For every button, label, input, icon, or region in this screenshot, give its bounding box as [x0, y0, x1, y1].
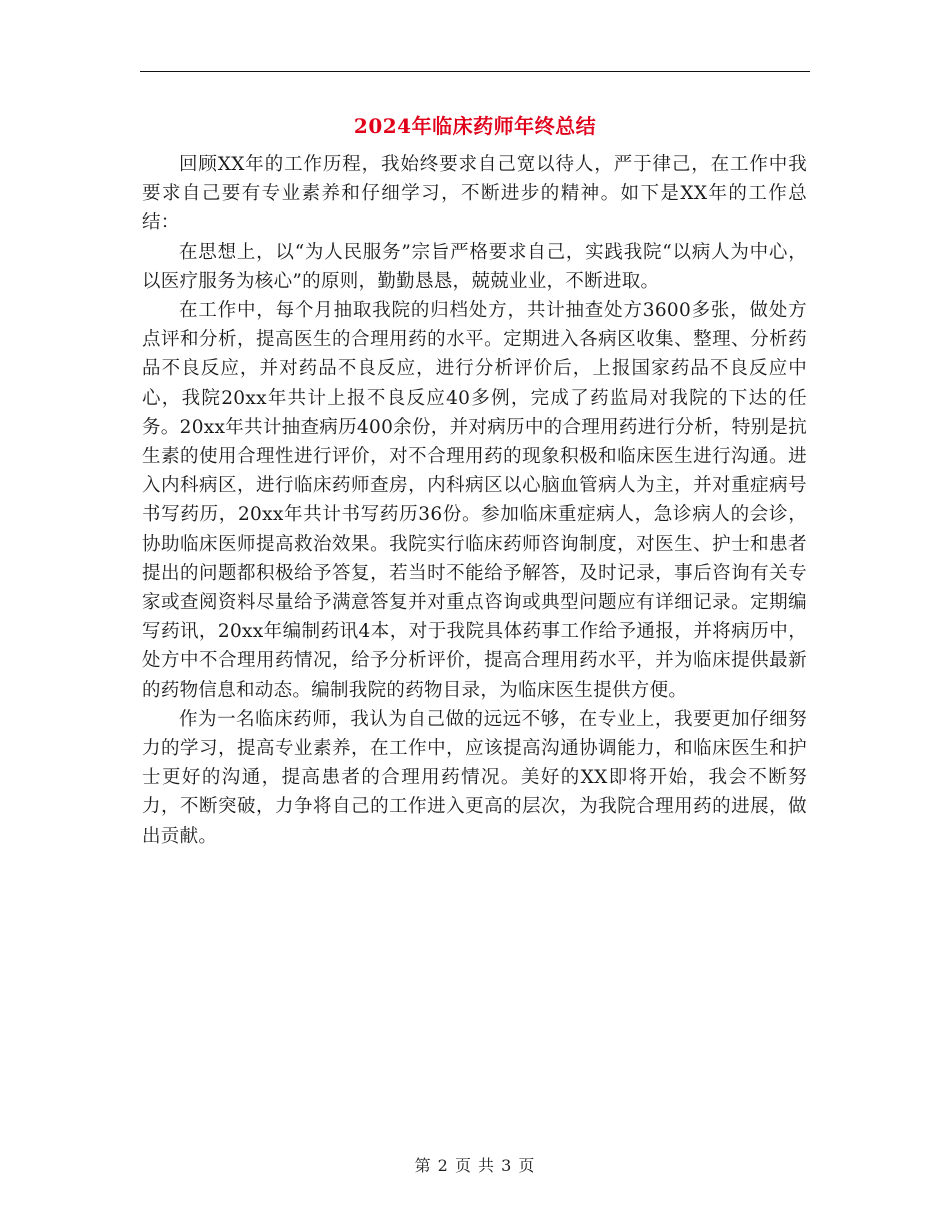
header-rule: [140, 71, 810, 72]
paragraph-ideology: 在思想上，以“为人民服务”宗旨严格要求自己，实践我院“以病人为中心，以医疗服务为核心”的原则，勤勤恳恳，兢兢业业，不断进取。: [142, 241, 807, 292]
paragraph-work: 在工作中，每个月抽取我院的归档处方，共计抽查处方3600多张，做处方点评和分析，提高医生的合理用药的水平。定期进入各病区收集、整理、分析药品不良反应，并对药品不良反应，进行分析评价后，上报国家药品不良反应中心，我院20xx年共计上报不良反应40多例，完成了药监局对我院的下达的任务。20xx年共计抽查病历400余份，并对病历中的合理用药进行分析，特别是抗生素的使用合理性进行评价，对不合理用药的现象积极和临床医生进行沟通。进入内科病区，进行临床药师查房，内科病区以心脑血管病人为主，并对重症病号书写药历，20xx年共计书写药历36份。参加临床重症病人，急诊病人的会诊，协助临床医师提高救治效果。我院实行临床药师咨询制度，对医生、护士和患者提出的问题都积极给予答复，若当时不能给予解答，及时记录，事后咨询有关专家或查阅资料尽量给予满意答复并对重点咨询或典型问题应有详细记录。定期编写药讯，20xx年编制药讯4本，对于我院具体药事工作给予通报，并将病历中，处方中不合理用药情况，给予分析评价，提高合理用药水平，并为临床提供最新的药物信息和动态。编制我院的药物目录，为临床医生提供方便。: [142, 300, 807, 701]
page-number: 第 2 页 共 3 页: [414, 1156, 536, 1175]
document-title: 2024年临床药师年终总结: [353, 114, 597, 138]
paragraph-conclusion: 作为一名临床药师，我认为自己做的远远不够，在专业上，我要更加仔细努力的学习，提高专业素养，在工作中，应该提高沟通协调能力，和临床医生和护士更好的沟通，提高患者的合理用药情况。美好的XX即将开始，我会不断努力，不断突破，力争将自己的工作进入更高的层次，为我院合理用药的进展，做出贡献。: [142, 708, 807, 847]
document-body: [142, 150, 807, 851]
paragraph-intro: 回顾XX年的工作历程，我始终要求自己宽以待人，严于律己，在工作中我要求自己要有专业素养和仔细学习，不断进步的精神。如下是XX年的工作总结：: [142, 154, 807, 234]
